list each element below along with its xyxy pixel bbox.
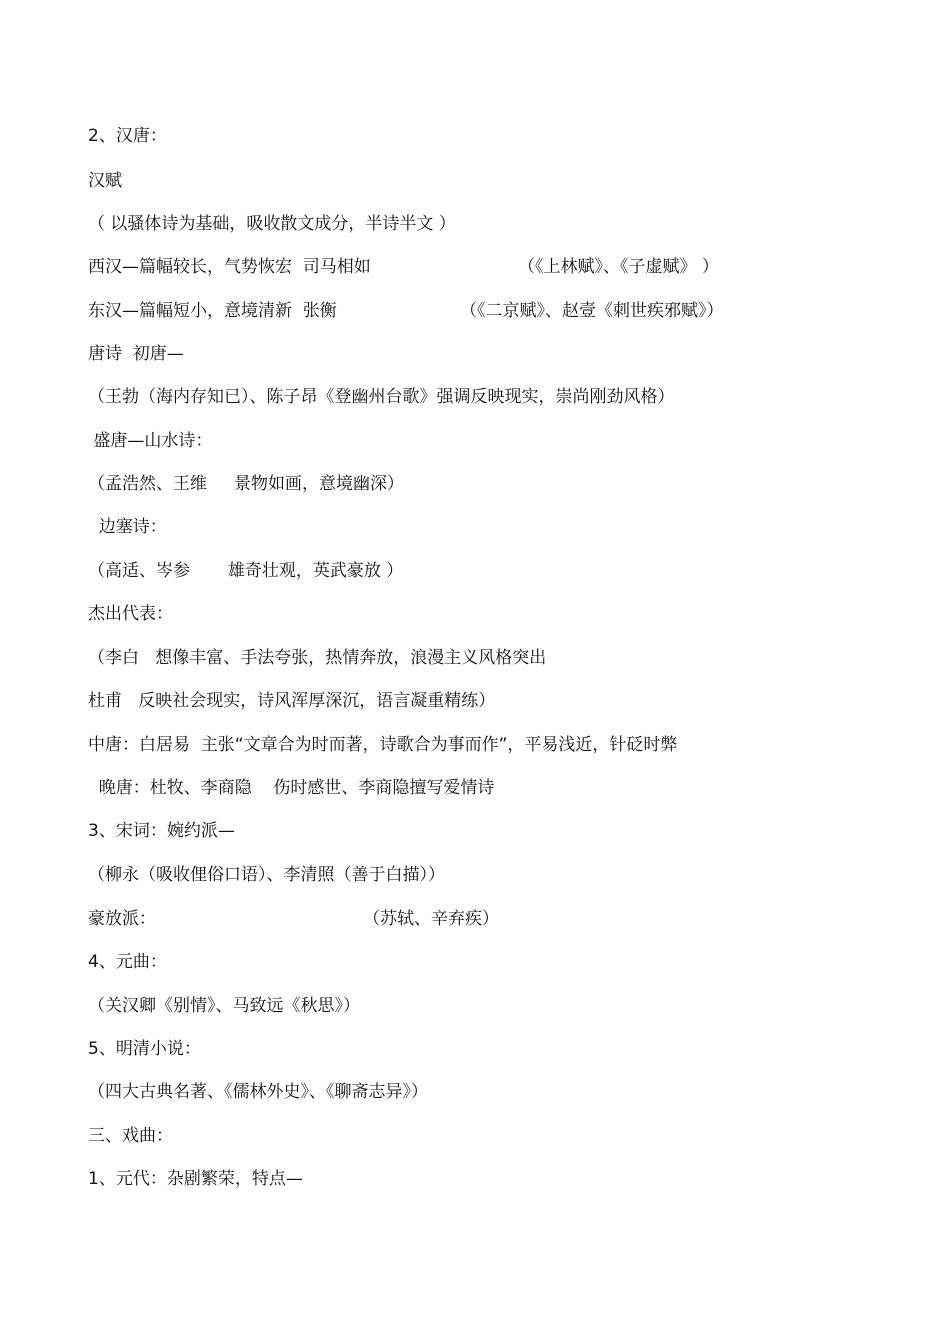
section-heading-xi-qu: 三、戏曲： (88, 1126, 173, 1146)
text-line: 西汉—篇幅较长，气势恢宏 司马相如 (88, 257, 371, 277)
text-line: （高适、岑参 雄奇壮观，英武豪放 ） (88, 561, 404, 581)
text-line: （ 以骚体诗为基础，吸收散文成分，半诗半文 ） (88, 214, 456, 234)
text-line: 豪放派： (88, 909, 156, 929)
text-line: （四大古典名著、《儒林外史》、《聊斋志异》） (88, 1082, 428, 1102)
text-line-right: （《上林赋》、《子虚赋》 ） (518, 257, 719, 277)
text-line: 杰出代表： (88, 604, 173, 624)
text-line: 中唐：白居易 主张“文章合为时而著，诗歌合为事而作”，平易浅近，针砭时弊 (88, 735, 678, 755)
section-heading-ming-qing: 5、明清小说： (88, 1039, 201, 1059)
section-heading-han-tang: 2、汉唐： (88, 126, 167, 146)
text-line: （李白 想像丰富、手法夸张，热情奔放，浪漫主义风格突出 (88, 648, 547, 668)
text-line: 边塞诗： (88, 517, 167, 537)
text-line: 杜甫 反映社会现实，诗风浑厚深沉，语言凝重精练） (88, 691, 496, 711)
text-line-right: （《二京赋》、赵壹《刺世疾邪赋》） (460, 301, 724, 321)
section-heading-song-ci: 3、宋词：婉约派— (88, 821, 235, 841)
text-line: （王勃（海内存知已）、陈子昂《登幽州台歌》强调反映现实，崇尚刚劲风格） (88, 387, 675, 407)
text-line: 唐诗 初唐— (88, 344, 184, 364)
text-line: 盛唐—山水诗： (88, 431, 213, 451)
section-heading-yuan-qu: 4、元曲： (88, 952, 167, 972)
text-line: （孟浩然、王维 景物如画，意境幽深） (88, 474, 405, 494)
text-line: （关汉卿《别情》、马致远《秋思》） (88, 996, 360, 1016)
text-line: （柳永（吸收俚俗口语）、李清照（善于白描）） (88, 865, 445, 885)
text-line: 汉赋 (88, 171, 122, 191)
text-line-right: （苏轼、辛弃疾） (363, 909, 499, 929)
text-line: 晚唐：杜牧、李商隐 伤时感世、李商隐擅写爱情诗 (88, 778, 495, 798)
text-line: 东汉—篇幅短小，意境清新 张衡 (88, 301, 337, 321)
section-heading-yuan-dai: 1、元代：杂剧繁荣，特点— (88, 1169, 303, 1189)
